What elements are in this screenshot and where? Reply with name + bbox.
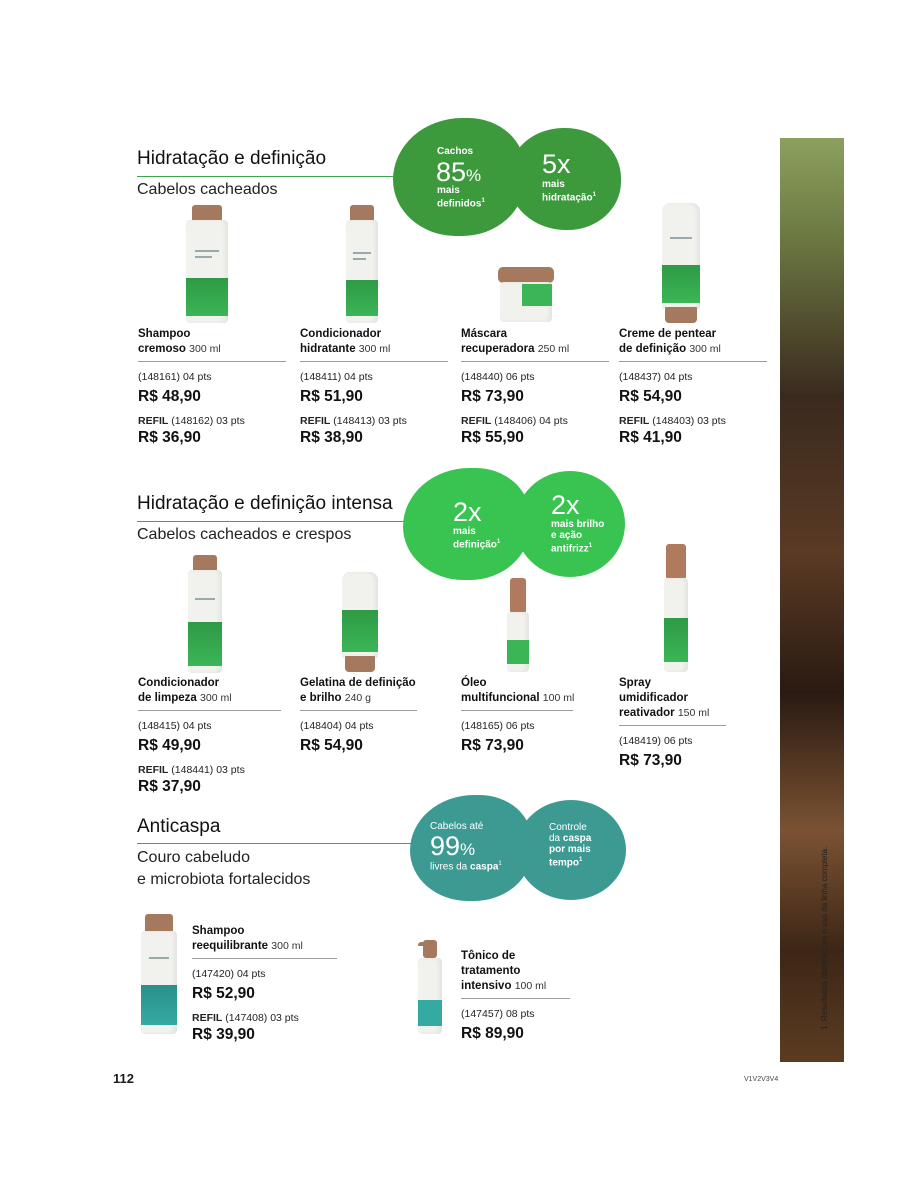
product-divider — [138, 710, 281, 711]
product-price: R$ 54,90 — [300, 737, 363, 754]
refil-price: R$ 38,90 — [300, 429, 363, 446]
product-card[interactable] — [192, 924, 342, 1044]
product-card[interactable] — [300, 327, 450, 447]
product-divider — [461, 710, 573, 711]
section-title-intensa: Hidratação e definição intensa — [137, 493, 393, 514]
product-divider — [461, 361, 609, 362]
product-card[interactable] — [461, 949, 611, 1043]
product-price: R$ 51,90 — [300, 388, 363, 405]
badge-text: livres da caspa$^1$ — [430, 861, 502, 873]
badge-text: mais brilho — [551, 519, 605, 530]
product-price: R$ 73,90 — [461, 737, 524, 754]
badge-text: mais — [542, 179, 565, 190]
refil-info: REFIL (148413) 03 pts — [300, 415, 407, 427]
badge-top-text: Cabelos até — [430, 821, 484, 832]
section-divider — [137, 176, 407, 177]
product-card[interactable] — [461, 327, 611, 447]
cleansing-conditioner-bottle-image — [188, 555, 222, 673]
gel-tube-image — [342, 572, 378, 672]
product-divider — [619, 725, 726, 726]
product-code: (148419) 06 pts — [619, 735, 693, 747]
product-name: Máscara recuperadora 250 ml — [461, 328, 570, 355]
product-code: (147457) 08 pts — [461, 1008, 535, 1020]
product-name: Shampoo cremoso 300 ml — [138, 328, 221, 355]
mask-jar-image — [498, 267, 554, 323]
badge-text: antifrizz$^1$ — [551, 543, 593, 555]
product-name: Spray umidificador reativador 150 ml — [619, 677, 710, 719]
refil-price: R$ 41,90 — [619, 429, 682, 446]
product-code: (148440) 06 pts — [461, 371, 535, 383]
model-hair-photo — [780, 138, 844, 1062]
refil-info: REFIL (148441) 03 pts — [138, 764, 245, 776]
section-subtitle: Cabelos cacheados — [137, 181, 278, 198]
product-card[interactable] — [138, 327, 288, 447]
product-divider — [192, 958, 337, 959]
refil-info: REFIL (147408) 03 pts — [192, 1012, 299, 1024]
refil-price: R$ 39,90 — [192, 1026, 255, 1043]
badge-big-number: 2x — [453, 497, 482, 527]
refil-price: R$ 37,90 — [138, 778, 201, 795]
product-price: R$ 54,90 — [619, 388, 682, 405]
badge-text: mais — [453, 526, 476, 537]
section-subtitle: Cabelos cacheados e crespos — [137, 526, 352, 543]
badge-text: mais — [437, 185, 460, 196]
badge-text: definição$^1$ — [453, 539, 501, 551]
product-code: (148411) 04 pts — [300, 371, 373, 383]
product-price: R$ 52,90 — [192, 985, 255, 1002]
product-code: (148165) 06 pts — [461, 720, 535, 732]
product-card[interactable] — [619, 676, 769, 770]
refil-info: REFIL (148162) 03 pts — [138, 415, 245, 427]
badge-big-number: 99% — [430, 831, 476, 861]
badge-text: definidos$^1$ — [437, 198, 485, 210]
product-divider — [300, 361, 448, 362]
product-name: Tônico de tratamento intensivo 100 ml — [461, 950, 547, 992]
product-name: Condicionador de limpeza 300 ml — [138, 677, 232, 704]
spray-bottle-image — [664, 544, 688, 672]
benefit-badge-2x-definicao — [403, 468, 530, 580]
product-price: R$ 49,90 — [138, 737, 201, 754]
refil-info: REFIL (148403) 03 pts — [619, 415, 726, 427]
product-name: Creme de pentear de definição 300 ml — [619, 328, 721, 355]
badge-text: tempo$^1$ — [549, 857, 583, 869]
oil-bottle-image — [507, 578, 529, 672]
product-price: R$ 89,90 — [461, 1025, 524, 1042]
badge-text: Controle — [549, 822, 587, 833]
footnote: 1. Resultados obtidos com o uso da linha completa. — [820, 846, 829, 1030]
benefit-badge-controle — [516, 800, 626, 900]
badge-text: e ação — [551, 530, 583, 541]
shampoo-bottle-image — [186, 205, 228, 323]
product-divider — [461, 998, 570, 999]
section-divider — [137, 521, 419, 522]
product-name: Condicionador hidratante 300 ml — [300, 328, 391, 355]
section-subtitle: Couro cabeludo — [137, 849, 250, 866]
product-divider — [300, 710, 417, 711]
product-card[interactable] — [138, 676, 288, 796]
benefit-badge-99 — [410, 795, 532, 901]
refil-price: R$ 36,90 — [138, 429, 201, 446]
badge-top-text: Cachos — [437, 146, 474, 157]
section-title-hidratacao: Hidratação e definição — [137, 148, 327, 169]
product-code: (147420) 04 pts — [192, 968, 266, 980]
product-code: (148161) 04 pts — [138, 371, 212, 383]
section-subtitle: e microbiota fortalecidos — [137, 871, 311, 888]
badge-text: por mais — [549, 844, 591, 855]
product-card[interactable] — [619, 327, 769, 447]
refil-info: REFIL (148406) 04 pts — [461, 415, 568, 427]
conditioner-bottle-image — [346, 205, 378, 323]
section-title-anticaspa: Anticaspa — [137, 816, 221, 837]
catalog-code: V1V2V3V4 — [744, 1076, 779, 1083]
product-name: Óleo multifuncional 100 ml — [461, 677, 575, 704]
tonic-bottle-image — [418, 940, 442, 1034]
benefit-badge-5x — [508, 128, 621, 230]
product-divider — [138, 361, 286, 362]
product-code: (148437) 04 pts — [619, 371, 693, 383]
product-code: (148404) 04 pts — [300, 720, 374, 732]
product-price: R$ 73,90 — [619, 752, 682, 769]
product-code: (148415) 04 pts — [138, 720, 212, 732]
product-name: Gelatina de definição e brilho 240 g — [300, 677, 416, 704]
benefit-badge-85 — [393, 118, 525, 236]
section-divider — [137, 843, 422, 844]
product-card[interactable] — [300, 676, 450, 755]
refil-price: R$ 55,90 — [461, 429, 524, 446]
product-divider — [619, 361, 767, 362]
badge-big-number: 2x — [551, 490, 580, 520]
badge-text: da caspa — [549, 833, 592, 844]
page-number: 112 — [113, 1071, 134, 1086]
product-name: Shampoo reequilibrante 300 ml — [192, 925, 303, 952]
benefit-badge-2x-brilho — [515, 471, 625, 577]
badge-big-number: 85% — [436, 157, 482, 187]
anticaspa-shampoo-bottle-image — [141, 914, 177, 1034]
cream-tube-image — [662, 203, 700, 323]
product-price: R$ 48,90 — [138, 388, 201, 405]
badge-big-number: 5x — [542, 149, 571, 179]
product-card[interactable] — [461, 676, 611, 755]
badge-text: hidratação$^1$ — [542, 192, 596, 204]
product-price: R$ 73,90 — [461, 388, 524, 405]
